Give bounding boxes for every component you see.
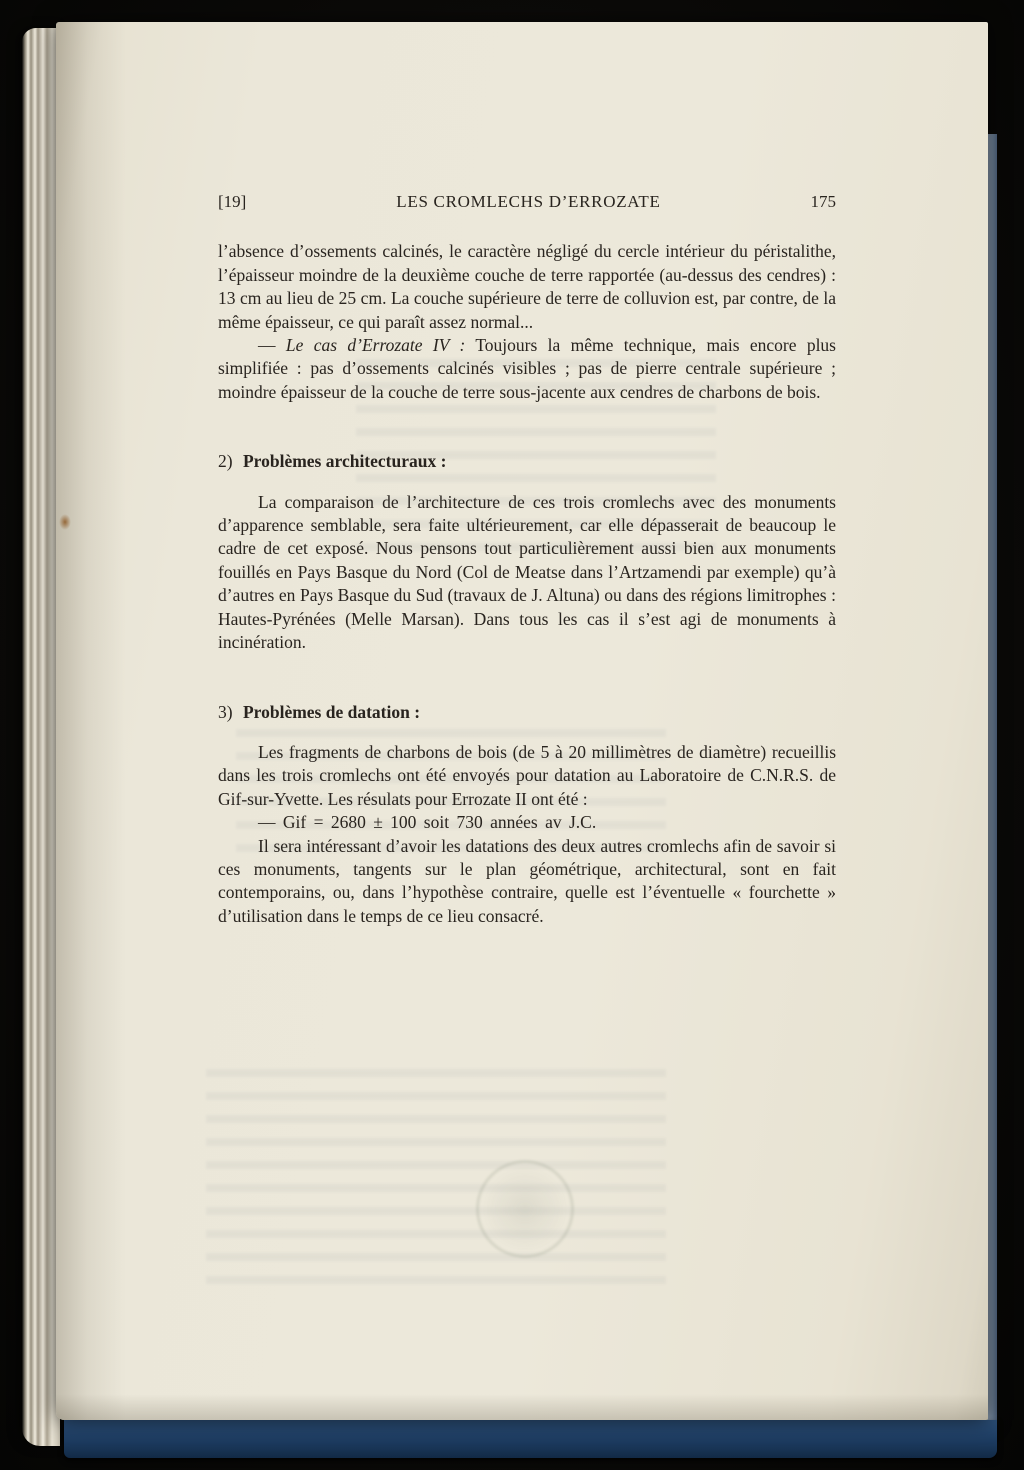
paragraph-datation: Les fragments de charbons de bois (de 5 à 20 millimètres de diamètre) recueillis dans les trois cromlechs ont été envoyés pour datation au Laboratoire de C.N.R.S. de Gif-sur-Yvette. Les résulats pour Errozate II ont été : [218,741,836,809]
section-heading-datation [218,701,836,724]
paragraph-architecture: La comparaison de l’architecture de ces trois cromlechs avec des monuments d’apparence semblable, sera faite ultérieurement, car elle dépasserait de beaucoup le cadre de cet exposé. Nous pensons tout particulièrement aussi bien aux monuments fouillés en Pays Basque du Nord (Col de Meatse dans l’Artzamendi par exemple) qu’à d’autres en Pays Basque du Sud (travaux de J. Altuna) ou dans des régions limitrophes : Hautes-Pyrénées (Melle Marsan). Dans tous les cas il s’est agi de monuments à incinération. [218,491,836,653]
paragraph-conclusion: Il sera intéressant d’avoir les datations des deux autres cromlechs afin de savoir si ces monuments, tangents sur le plan géométrique, architectural, sont en fait contemporains, ou, dans l’hypothèse contraire, quelle est l’éventuelle « fourchette » d’utilisation dans le temps de ce lieu consacré. [218,835,836,926]
paragraph-errozate-case [218,334,836,404]
page-header [218,190,836,213]
next-page-edge [987,134,997,1424]
radiocarbon-date-line: — Gif = 2680 ± 100 soit 730 années av J.C. [258,812,597,833]
case-text: Toujours la même technique, mais encore plus simplifiée : pas d’ossements calcinés visibles ; pas de pierre centrale supérieure ; moindre épaisseur de la couche de terre sous-jacente aux cendres de charbons de bois. [218,335,836,402]
section-title: Problèmes architecturaux : [242,451,447,472]
paper-stain [59,514,71,530]
leaf-number: [19] [218,192,247,211]
page-content [218,190,836,928]
case-title: Le cas d’Errozate IV : [285,335,466,356]
bleed-through-text [206,1062,666,1292]
paragraph-continuation: l’absence d’ossements calcinés, le caractère négligé du cercle intérieur du péristalithe, l’épaisseur moindre de la deuxième couche de terre rapportée (au-dessus des cendres) : 13 cm au lieu de 25 cm. La couche supérieure de terre de colluvion est, par contre, de la même épaisseur, ce qui paraît assez normal... [218,241,836,332]
em-dash: — [258,335,276,356]
section-number: 3) [218,701,233,722]
section-title: Problèmes de datation : [242,701,421,722]
bleed-through-stamp [476,1160,574,1258]
section-number: 2) [218,451,233,472]
book-page [56,22,988,1420]
page-number: 175 [810,192,836,211]
page-edges [22,28,60,1446]
section-heading-architecture [218,450,836,473]
running-title: LES CROMLECHS D’ERROZATE [396,192,661,211]
book-cover-edge [64,1420,997,1458]
